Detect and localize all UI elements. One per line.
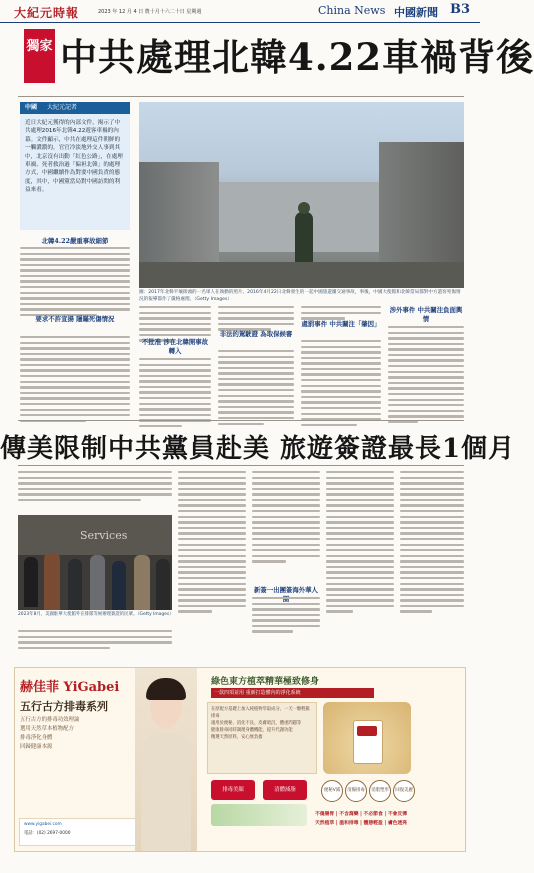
section-label: 中國 — [25, 104, 38, 111]
divider — [18, 420, 464, 421]
ad-point: 健康排毒同時調理身體機能，提升代謝功能 — [211, 728, 293, 733]
main-headline: 中共處理北韓4.22車禍背後 — [60, 35, 534, 79]
photo-caption: 圖：2017年北韓平壤街頭的一名軍人在執勤的照片。2016年4月22日北韓發生的一起中國旅遊團交通事故，事後，中國大使館和北韓當局都對中方遊客死傷情況的報導都作了嚴格處理。（Getty Images） — [139, 290, 461, 302]
ad-point: 精選天然原料，安心無負擔 — [211, 735, 263, 740]
ad-point: 在原配方基礎上加入純植物萃取成分，一天一顆輕鬆排毒 — [211, 707, 310, 719]
ad-copy — [20, 716, 120, 752]
subhead-4: 非法的駕駛證 為取保候審 — [219, 330, 293, 338]
second-headline: 傳美限制中共黨員赴美 旅遊簽證最長1個月 — [0, 434, 516, 464]
article-text — [388, 326, 464, 423]
ad-point: 適用於便秘、消化不良、皮膚暗沉、體重問題等 — [211, 721, 302, 726]
masthead: 大紀元時報 — [14, 6, 80, 20]
article-text — [139, 358, 211, 427]
advertisement — [14, 667, 466, 852]
queue-photo — [18, 515, 172, 610]
article-text — [139, 306, 211, 342]
ad-benefit-circle: 便秘V減 — [321, 780, 343, 802]
ad-footer: 不傷腸胃 | 不含瀉藥 | 不必節食 | 不會反彈 天然植萃 | 溫和排毒 | 體態輕盈 | 膚色透亮 — [315, 812, 408, 826]
exclusive-tag: 獨家 — [24, 29, 55, 83]
subhead-2: 要求不許宣揚 隱瞞死傷情況 — [35, 315, 115, 323]
article-text — [301, 306, 381, 320]
subhead-1: 北韓4.22嚴重事故細節 — [41, 237, 109, 245]
ad-model-photo — [135, 668, 197, 851]
ad-line: 五行古方的排毒功效理論 — [20, 717, 80, 723]
edition-cn: 中國新聞 — [394, 6, 438, 19]
ad-line: 回歸健康本源 — [20, 744, 53, 750]
article-text — [20, 336, 130, 422]
article-text — [20, 247, 130, 316]
ad-product-photo — [323, 702, 411, 774]
ad-badge-1: 排毒美顏 — [211, 780, 255, 800]
summary-box: 近日大紀元獲得的內部文件，揭示了中共處理2016年北韓4.22遊客車禍的內幕。文件顯示，中共在處理這件朝鮮的一觸濃濃的，官官冷淡地外交人事到其中，北京沒有出動「紅色公路」，在處理車禍、死者救治過「偏袒北韓」的處理方式，中國繼續作為對要中國負責的態度，其中，中國黨當局對中國訪問的利益來看。 — [20, 114, 130, 230]
ad-title: 五行古方排毒系列 — [20, 700, 108, 713]
article-text — [252, 471, 320, 563]
ad-contact — [19, 818, 139, 846]
divider — [18, 96, 464, 97]
article-text — [301, 340, 381, 426]
ad-phone: 電話：(02) 2697-0000 — [24, 831, 71, 836]
article-text — [400, 471, 464, 613]
issue-date: 2023 年 12 月 4 日 農十月十六二十日 星期週 — [98, 9, 202, 15]
ad-website[interactable]: www.yigabei.com — [24, 822, 62, 827]
page-header — [0, 0, 480, 23]
ad-brand: 赫佳菲 YiGabei — [20, 680, 120, 695]
article-text — [326, 471, 394, 613]
subhead-6: 涉外事件 中共關注負面輿情 — [389, 306, 463, 323]
byline: 大紀元記者 — [47, 104, 78, 111]
article-text — [218, 306, 294, 331]
ad-product-row — [211, 804, 307, 826]
article-text — [18, 471, 172, 501]
services-sign: Services — [80, 529, 128, 542]
ad-line: 選用天然草本植物配方 — [20, 726, 74, 732]
photo-caption-2: 2023年8月，美國駐華大使館外在排隊等候辦理簽證的民眾。（Getty Images） — [18, 612, 174, 617]
ad-benefit-circle: 消脂塑形 — [369, 780, 391, 802]
ad-benefit-circle: 清腸排毒 — [345, 780, 367, 802]
divider — [18, 465, 464, 466]
ad-points — [207, 702, 317, 774]
ad-line: 排毒淨化身體 — [20, 735, 53, 741]
ad-badge-2: 清體減脂 — [263, 780, 307, 800]
article-text — [218, 350, 294, 425]
subhead-5: 處罰事件 中共關注「肇因」 — [301, 320, 381, 328]
ad-banner-2: 一款四項並用 重新打造體內的淨化系統 — [211, 688, 374, 698]
street-photo — [139, 102, 464, 288]
subhead-3: 不批准 涉在北韓開事故轉入 — [141, 338, 209, 355]
article-text — [18, 630, 172, 649]
page-number: B3 — [450, 2, 471, 17]
edition-en: China News — [318, 4, 386, 17]
ad-benefit-circle: 回復美麗 — [393, 780, 415, 802]
ad-banner: 綠色東方植萃精華極致修身 — [211, 677, 320, 687]
article-text — [178, 471, 246, 613]
subhead-7: 新簽一出團簽海外華人 — [254, 586, 318, 594]
summary-header — [20, 102, 130, 114]
article-text — [252, 597, 320, 633]
